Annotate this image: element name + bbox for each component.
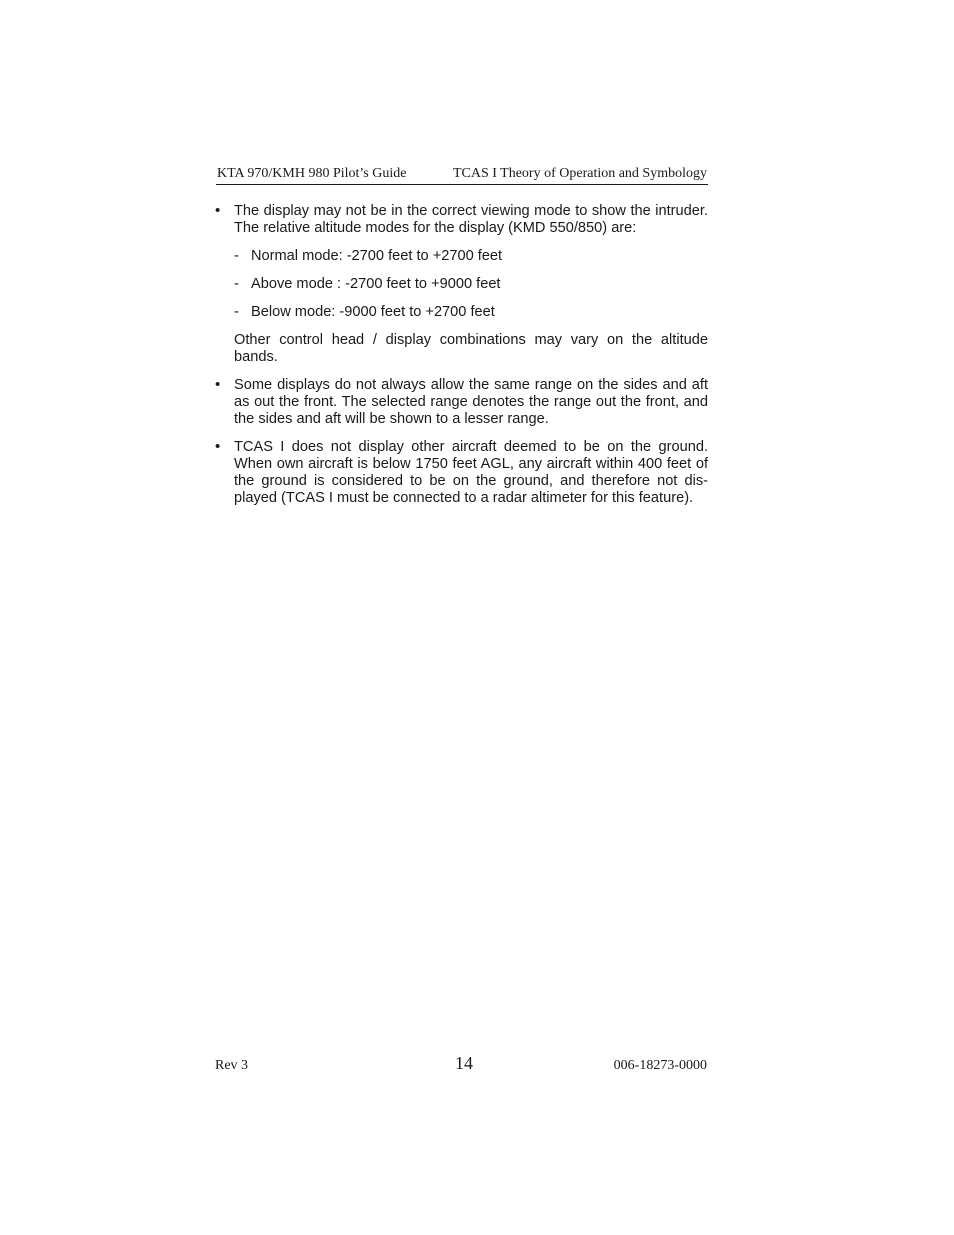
bullet-dot-icon: •	[215, 202, 221, 219]
list-item-below-mode	[234, 304, 708, 321]
footer-part-number: 006-18273-0000	[613, 1058, 707, 1073]
header-guide-title: KTA 970/KMH 980 Pilot’s Guide	[217, 166, 407, 181]
header-section-title: TCAS I Theory of Operation and Symbology	[452, 166, 707, 181]
list-item-above-mode	[234, 276, 708, 293]
running-header	[216, 166, 708, 185]
footer-revision: Rev 3	[215, 1058, 249, 1073]
bullet-item-range	[215, 376, 708, 428]
bullet-text: Some displays do not always allow the same range on the sides and aft as out the front. The selected range denotes the range out the front, and the sides and aft will be shown to a lesser range.	[234, 377, 708, 427]
sub-item-text: Normal mode: -2700 feet to +2700 feet	[251, 248, 503, 264]
body-content	[215, 202, 708, 507]
list-item-normal-mode	[234, 248, 708, 265]
bullet-text: The display may not be in the correct viewing mode to show the intruder. The relative altitude modes for the display (KMD 550/850) are:	[234, 203, 708, 236]
bullet-note: Other control head / display combinations may vary on the altitude bands.	[234, 332, 708, 365]
bullet-dot-icon: •	[215, 438, 221, 455]
dash-icon: -	[234, 248, 239, 264]
dash-icon: -	[234, 276, 239, 292]
dash-icon: -	[234, 304, 239, 320]
sub-item-text: Below mode: -9000 feet to +2700 feet	[251, 304, 495, 320]
bullet-item-display-mode	[215, 202, 708, 366]
altitude-mode-list	[234, 248, 708, 321]
page-number: 14	[455, 1053, 473, 1073]
bullet-text: TCAS I does not display other aircraft deemed to be on the ground. When own aircraft is below 1750 feet AGL, any aircraft within 400 feet of the ground is considered to be on the ground, and therefore not dis-played (TCAS I must be connected to a radar altimeter for this feature).	[234, 439, 708, 506]
sub-item-text: Above mode : -2700 feet to +9000 feet	[251, 276, 501, 292]
bullet-dot-icon: •	[215, 376, 221, 393]
bullet-item-ground-aircraft	[215, 438, 708, 507]
